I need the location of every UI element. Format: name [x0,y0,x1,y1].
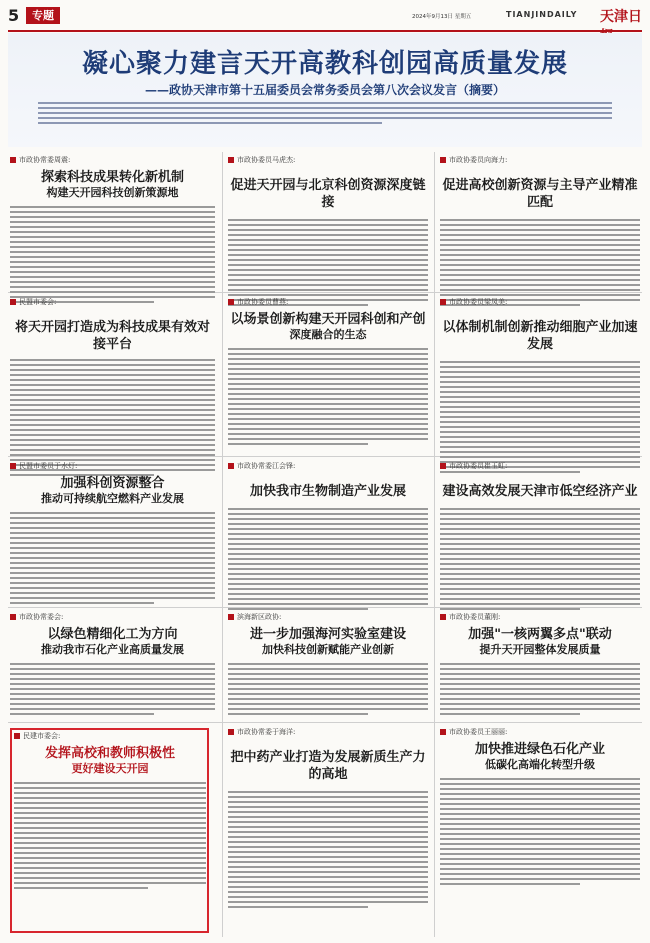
article [228,155,428,309]
article-body [10,512,215,604]
article [440,461,640,613]
bullet-icon [440,299,446,305]
bullet-icon [228,614,234,620]
bullet-icon [228,463,234,469]
article-title: 将天开园打造成为科技成果有效对接平台 [14,320,210,352]
article-title: 以绿色精细化工为方向 [47,627,178,642]
article-kicker: 市政协委员崔玉虹: [449,462,508,470]
bullet-icon [228,157,234,163]
article [228,727,428,911]
bullet-icon [10,299,16,305]
section-label: 专题 [26,7,60,24]
article-title: 加强"一核两翼多点"联动 [468,627,612,642]
article [228,612,428,718]
article-kicker: 市政协委员马虎杰: [237,156,296,164]
bullet-icon [440,463,446,469]
page-header [8,4,642,32]
article-body [228,791,428,908]
row-rule [8,722,642,723]
article-kicker: 市政协委员王丽丽: [449,728,508,736]
article-subtitle: 构建天开园科技创新策源地 [46,186,179,199]
page-number: 5 [8,6,20,25]
article-kicker: 市政协委员梁凤美: [449,298,508,306]
article-body [10,663,215,715]
article-kicker: 民盟市委员于水灯: [19,462,78,470]
article-subtitle: 深度融合的生态 [289,328,367,341]
article-kicker: 民盟市委会: [19,298,57,306]
article [10,155,215,306]
article [440,297,640,476]
article-title: 建设高效发展天津市低空经济产业 [442,484,638,499]
article-title: 加快我市生物制造产业发展 [249,484,406,499]
article-title: 进一步加强海河实验室建设 [249,627,406,642]
article-kicker: 民建市委会: [23,732,61,740]
article-body [440,219,640,306]
article-kicker: 市政协常委会: [19,613,64,621]
paper-logo: 天津日 [600,9,642,25]
column-rule [222,152,223,937]
bullet-icon [228,299,234,305]
article-title: 加快推进绿色石化产业 [474,742,605,757]
article [10,612,215,718]
article-title: 把中药产业打造为发展新质生产力的高地 [230,750,426,782]
article-body [228,219,428,306]
article-subtitle: 低碳化高端化转型升级 [485,758,595,771]
article-body [10,359,215,476]
article-body [228,663,428,715]
article-subtitle: 推动可持续航空燃料产业发展 [41,492,184,505]
article [10,297,215,479]
article-kicker: 市政协常委周震: [19,156,71,164]
article [440,612,640,718]
article-body [10,206,215,303]
article-body [440,778,640,885]
article-title: 发挥高校和教师积极性 [44,746,175,761]
article [440,727,640,888]
article [10,461,215,607]
issue-date: 2024年9月13日 星期五 [412,14,472,20]
article-kicker: 市政协委员董刚: [449,613,501,621]
paper-name: TIANJINDAILY [506,10,578,19]
bullet-icon [10,157,16,163]
article-subtitle: 更好建设天开园 [71,762,149,775]
article-title: 以体制机制创新推动细胞产业加速发展 [442,320,638,352]
article [228,297,428,448]
article-body [228,348,428,445]
banner-subtitle: ——政协天津市第十五届委员会常务委员会第八次会议发言（摘要） [144,83,505,97]
article-body [440,663,640,715]
article-body [14,782,206,889]
bullet-icon [10,463,16,469]
bullet-icon [440,157,446,163]
article-title: 促进高校创新资源与主导产业精准匹配 [442,178,638,210]
bullet-icon [440,614,446,620]
article-title: 以场景创新构建天开园科创和产创 [230,312,426,327]
article-title: 加强科创资源整合 [60,476,165,491]
article [14,731,206,892]
article-kicker: 市政协委员曹燕: [237,298,289,306]
article-kicker: 市政协委员向海力: [449,156,508,164]
article-kicker: 市政协常委江会锋: [237,462,296,470]
article [440,155,640,309]
bullet-icon [14,733,20,739]
article-body [440,508,640,610]
article-subtitle: 推动我市石化产业高质量发展 [41,643,184,656]
article [228,461,428,613]
banner-lead-text [38,99,612,143]
bullet-icon [228,729,234,735]
article-title: 探索科技成果转化新机制 [40,170,184,185]
article-subtitle: 加快科技创新赋能产业创新 [262,643,394,656]
bullet-icon [10,614,16,620]
article-subtitle: 提升天开园整体发展质量 [479,643,601,656]
article-title: 促进天开园与北京科创资源深度链接 [230,178,426,210]
article-body [228,508,428,610]
article-kicker: 滨海新区政协: [237,613,282,621]
article-kicker: 市政协常委于海洋: [237,728,296,736]
special-banner [8,33,642,147]
column-rule [434,152,435,937]
article-body [440,361,640,473]
bullet-icon [440,729,446,735]
banner-title: 凝心聚力建言天开高教科创园高质量发展 [81,49,568,79]
